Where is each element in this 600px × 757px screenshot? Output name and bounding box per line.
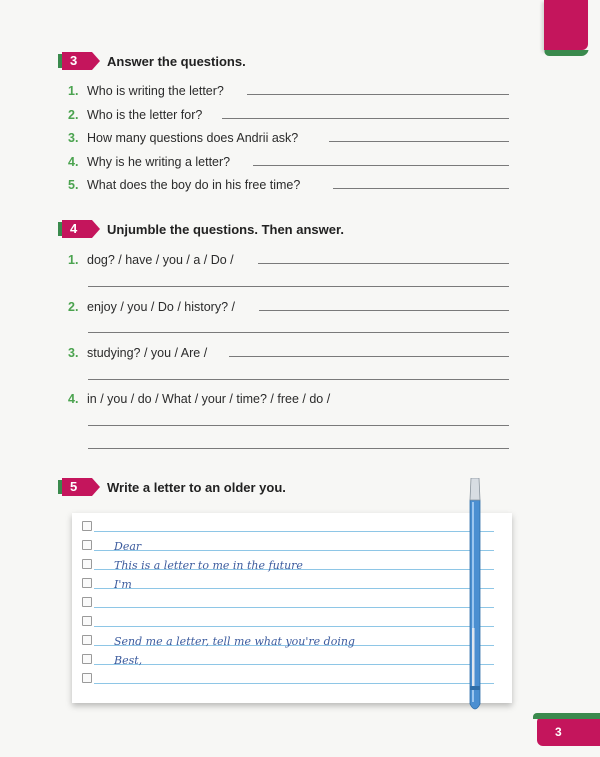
ruled-line (94, 588, 494, 589)
notepad-ring (82, 578, 92, 588)
ex4-answer-line-1a[interactable] (258, 263, 509, 264)
page-number: 3 (537, 716, 600, 746)
ex4-question-1 (68, 249, 238, 267)
notepad-ring (82, 597, 92, 607)
exercise-3-title: Answer the questions. (107, 54, 246, 69)
notepad-ring (82, 616, 92, 626)
ex4-answer-line-4b[interactable] (88, 448, 509, 449)
letter-line-im[interactable]: I'm (114, 578, 132, 591)
question-text: in / you / do / What / your / time? / free / do / (87, 392, 331, 406)
exercise-5-title: Write a letter to an older you. (107, 480, 286, 495)
ex4-question-2 (68, 296, 239, 314)
question-text: Why is he writing a letter? (87, 155, 231, 169)
question-number: 3. (68, 131, 79, 145)
question-number: 4. (68, 155, 79, 169)
ex3-answer-line-4[interactable] (253, 165, 509, 166)
ex4-answer-line-4a[interactable] (88, 425, 509, 426)
question-text: How many questions does Andrii ask? (87, 131, 299, 145)
notepad-ring (82, 540, 92, 550)
ruled-line (94, 550, 494, 551)
ex3-question-3 (68, 127, 302, 145)
letter-line-best[interactable]: Best, (114, 654, 143, 667)
ex3-answer-line-2[interactable] (222, 118, 509, 119)
letter-line-dear[interactable]: Dear (114, 540, 142, 553)
question-number: 5. (68, 178, 79, 192)
letter-line-intro[interactable]: This is a letter to me in the future (114, 559, 303, 572)
ex4-answer-line-3a[interactable] (229, 356, 509, 357)
question-text: Who is the letter for? (87, 108, 203, 122)
ex4-question-4 (68, 388, 334, 406)
question-text: studying? / you / Are / (87, 346, 208, 360)
notepad-ring (82, 654, 92, 664)
ruled-line (94, 626, 494, 627)
question-number: 1. (68, 253, 79, 267)
notepad-ring (82, 673, 92, 683)
question-number: 2. (68, 108, 79, 122)
ex3-question-1 (68, 80, 228, 98)
ruled-line (94, 664, 494, 665)
notepad-ring (82, 559, 92, 569)
ruled-line (94, 531, 494, 532)
ex4-question-3 (68, 342, 211, 360)
page-corner-tab (544, 0, 588, 50)
pen-illustration (468, 478, 482, 714)
ruled-line (94, 683, 494, 684)
ex3-question-2 (68, 104, 206, 122)
question-text: enjoy / you / Do / history? / (87, 300, 235, 314)
notepad-ring (82, 635, 92, 645)
ex4-answer-line-2b[interactable] (88, 332, 509, 333)
exercise-4-title: Unjumble the questions. Then answer. (107, 222, 344, 237)
ex4-answer-line-2a[interactable] (259, 310, 509, 311)
question-text: Who is writing the letter? (87, 84, 224, 98)
letter-notepad (72, 513, 512, 703)
notepad-ring (82, 521, 92, 531)
question-number: 4. (68, 392, 79, 406)
question-text: What does the boy do in his free time? (87, 178, 301, 192)
ex3-answer-line-5[interactable] (333, 188, 509, 189)
exercise-5-badge: 5 (62, 478, 92, 496)
ruled-line (94, 607, 494, 608)
question-text: dog? / have / you / a / Do / (87, 253, 234, 267)
question-number: 3. (68, 346, 79, 360)
exercise-4-badge: 4 (62, 220, 92, 238)
ex3-question-4 (68, 151, 234, 169)
ex3-answer-line-3[interactable] (329, 141, 509, 142)
ex4-answer-line-3b[interactable] (88, 379, 509, 380)
ex3-question-5 (68, 174, 304, 192)
ex3-answer-line-1[interactable] (247, 94, 509, 95)
ex4-answer-line-1b[interactable] (88, 286, 509, 287)
question-number: 2. (68, 300, 79, 314)
exercise-3-badge: 3 (62, 52, 92, 70)
letter-line-send[interactable]: Send me a letter, tell me what you're doing (114, 635, 355, 648)
question-number: 1. (68, 84, 79, 98)
